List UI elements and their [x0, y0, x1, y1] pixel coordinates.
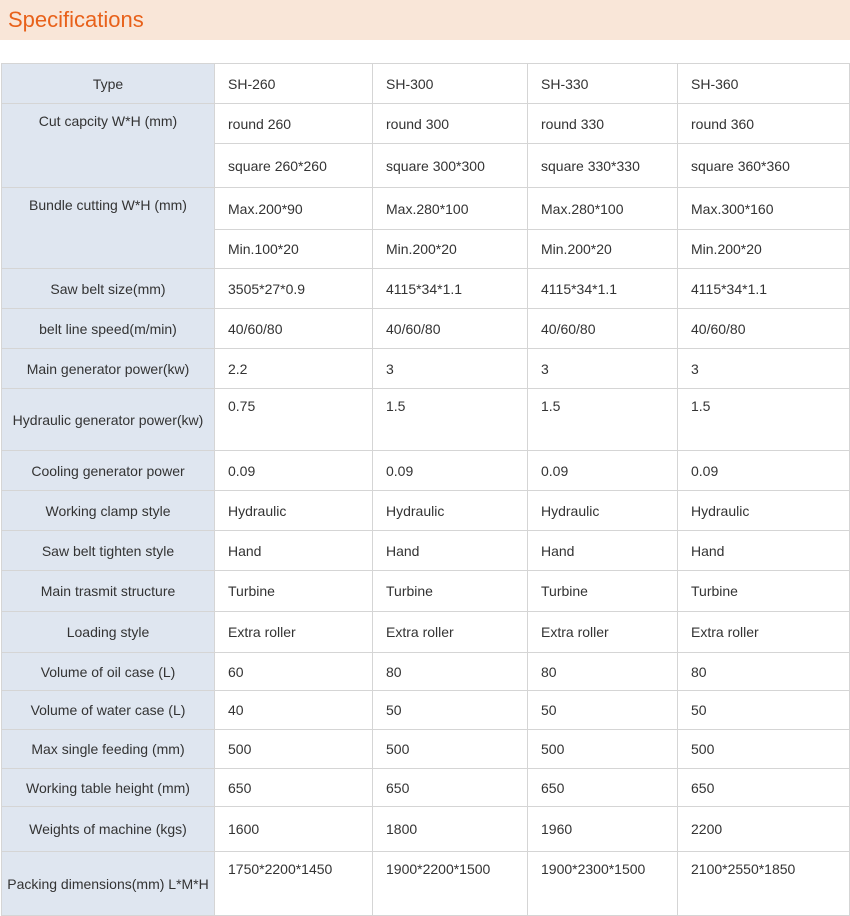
table-cell: 3	[678, 349, 850, 389]
table-cell: Hand	[678, 531, 850, 571]
row-label: Working table height (mm)	[2, 769, 215, 807]
table-cell: 650	[678, 769, 850, 807]
table-row	[2, 188, 850, 230]
specifications-table	[1, 63, 850, 916]
table-row	[2, 852, 850, 916]
table-cell: 500	[678, 730, 850, 769]
table-cell: round 330	[528, 104, 678, 144]
table-cell: 50	[373, 691, 528, 730]
row-label: Volume of oil case (L)	[2, 653, 215, 691]
table-cell: 80	[373, 653, 528, 691]
table-cell: 40	[215, 691, 373, 730]
table-cell: 3505*27*0.9	[215, 269, 373, 309]
table-cell: 40/60/80	[215, 309, 373, 349]
table-cell: 500	[215, 730, 373, 769]
table-cell: Hand	[373, 531, 528, 571]
table-cell: square 260*260	[215, 144, 373, 188]
table-cell: Hydraulic	[528, 491, 678, 531]
table-cell: Max.280*100	[373, 188, 528, 230]
table-cell: 40/60/80	[678, 309, 850, 349]
table-cell: square 300*300	[373, 144, 528, 188]
table-cell: round 260	[215, 104, 373, 144]
table-cell: Extra roller	[373, 612, 528, 653]
table-cell: 3	[528, 349, 678, 389]
table-cell: Hydraulic	[678, 491, 850, 531]
table-cell: 50	[678, 691, 850, 730]
table-cell: SH-300	[373, 64, 528, 104]
table-cell: round 360	[678, 104, 850, 144]
table-cell: 500	[373, 730, 528, 769]
table-cell: Turbine	[215, 571, 373, 612]
table-cell: SH-360	[678, 64, 850, 104]
row-label: Cooling generator power	[2, 451, 215, 491]
table-row	[2, 491, 850, 531]
row-label: Type	[2, 64, 215, 104]
table-row	[2, 104, 850, 144]
table-cell: 2100*2550*1850	[678, 852, 850, 916]
table-cell: Extra roller	[678, 612, 850, 653]
table-cell: 60	[215, 653, 373, 691]
table-cell: 650	[215, 769, 373, 807]
table-cell: 1600	[215, 807, 373, 852]
table-row	[2, 269, 850, 309]
table-cell: 1.5	[528, 389, 678, 451]
row-label: Bundle cutting W*H (mm)	[2, 188, 215, 269]
table-cell: 1750*2200*1450	[215, 852, 373, 916]
table-cell: 40/60/80	[373, 309, 528, 349]
table-cell: 1.5	[373, 389, 528, 451]
table-cell: 2.2	[215, 349, 373, 389]
table-cell: round 300	[373, 104, 528, 144]
table-row	[2, 451, 850, 491]
table-cell: Min.200*20	[528, 230, 678, 269]
table-cell: 80	[528, 653, 678, 691]
table-row	[2, 531, 850, 571]
row-label: Max single feeding (mm)	[2, 730, 215, 769]
row-label: Main generator power(kw)	[2, 349, 215, 389]
table-cell: 650	[373, 769, 528, 807]
table-row	[2, 64, 850, 104]
row-label: Cut capcity W*H (mm)	[2, 104, 215, 188]
table-cell: SH-330	[528, 64, 678, 104]
table-cell: 4115*34*1.1	[373, 269, 528, 309]
table-cell: Min.200*20	[373, 230, 528, 269]
table-cell: 4115*34*1.1	[528, 269, 678, 309]
table-cell: square 330*330	[528, 144, 678, 188]
table-cell: 80	[678, 653, 850, 691]
table-cell: 0.09	[373, 451, 528, 491]
row-label: Main trasmit structure	[2, 571, 215, 612]
table-cell: SH-260	[215, 64, 373, 104]
table-cell: Turbine	[678, 571, 850, 612]
table-cell: Extra roller	[528, 612, 678, 653]
table-cell: square 360*360	[678, 144, 850, 188]
table-cell: Max.200*90	[215, 188, 373, 230]
table-cell: 500	[528, 730, 678, 769]
table-cell: Hand	[528, 531, 678, 571]
specifications-banner	[0, 0, 850, 40]
table-cell: 0.09	[215, 451, 373, 491]
table-cell: Hydraulic	[373, 491, 528, 531]
table-cell: Extra roller	[215, 612, 373, 653]
table-cell: 0.75	[215, 389, 373, 451]
page-title: Specifications	[8, 7, 144, 32]
row-label: Saw belt tighten style	[2, 531, 215, 571]
table-cell: Max.280*100	[528, 188, 678, 230]
table-cell: 0.09	[528, 451, 678, 491]
table-cell: Min.200*20	[678, 230, 850, 269]
table-row	[2, 653, 850, 691]
table-cell: 50	[528, 691, 678, 730]
table-row	[2, 769, 850, 807]
row-label: Working clamp style	[2, 491, 215, 531]
table-row	[2, 571, 850, 612]
row-label: Saw belt size(mm)	[2, 269, 215, 309]
row-label: Volume of water case (L)	[2, 691, 215, 730]
row-label: Weights of machine (kgs)	[2, 807, 215, 852]
table-row	[2, 691, 850, 730]
table-row	[2, 612, 850, 653]
row-label: Loading style	[2, 612, 215, 653]
table-cell: Turbine	[373, 571, 528, 612]
table-cell: 0.09	[678, 451, 850, 491]
table-cell: 40/60/80	[528, 309, 678, 349]
row-label: Hydraulic generator power(kw)	[2, 389, 215, 451]
row-label: belt line speed(m/min)	[2, 309, 215, 349]
table-cell: Max.300*160	[678, 188, 850, 230]
table-cell: Turbine	[528, 571, 678, 612]
table-cell: 1900*2200*1500	[373, 852, 528, 916]
table-row	[2, 807, 850, 852]
table-cell: 650	[528, 769, 678, 807]
row-label: Packing dimensions(mm) L*M*H	[2, 852, 215, 916]
table-cell: 1.5	[678, 389, 850, 451]
table-row	[2, 349, 850, 389]
table-cell: 4115*34*1.1	[678, 269, 850, 309]
table-row	[2, 389, 850, 451]
table-cell: Hydraulic	[215, 491, 373, 531]
table-cell: 1900*2300*1500	[528, 852, 678, 916]
table-cell: 3	[373, 349, 528, 389]
table-cell: 1960	[528, 807, 678, 852]
table-cell: 2200	[678, 807, 850, 852]
table-row	[2, 309, 850, 349]
table-cell: 1800	[373, 807, 528, 852]
table-row	[2, 730, 850, 769]
table-cell: Min.100*20	[215, 230, 373, 269]
table-cell: Hand	[215, 531, 373, 571]
